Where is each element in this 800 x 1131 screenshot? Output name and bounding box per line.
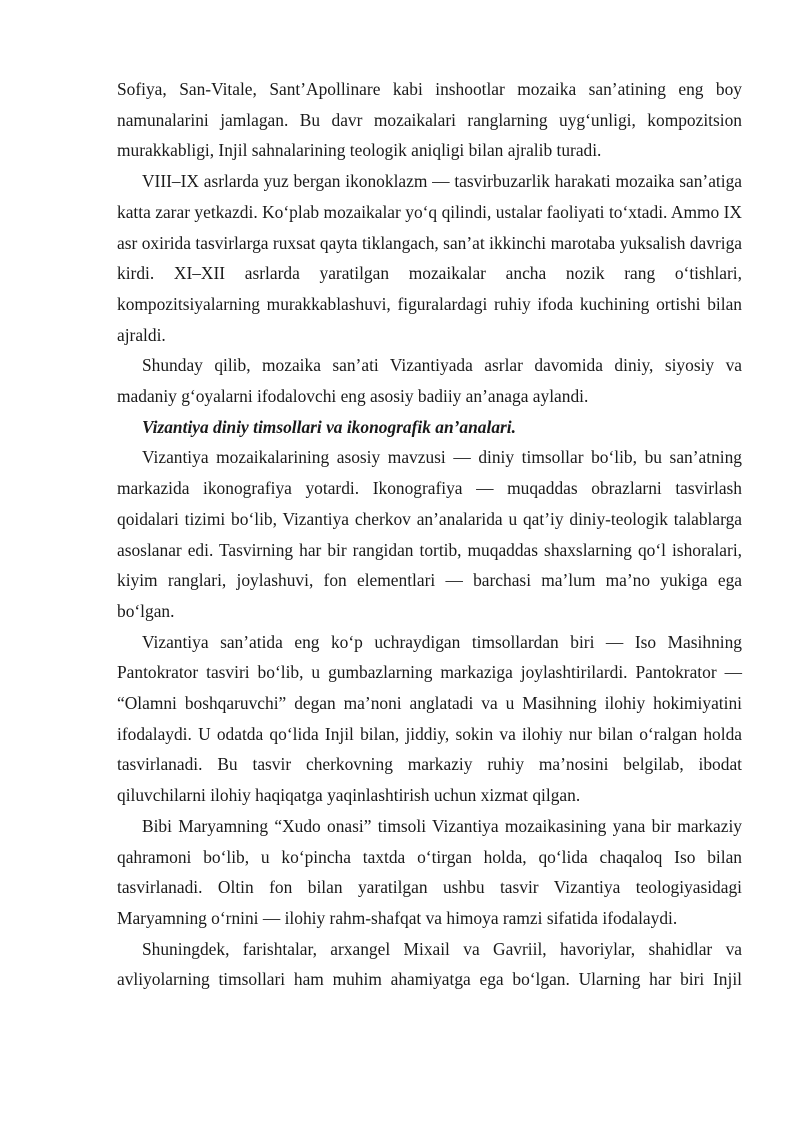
paragraph-angels: Shuningdek, farishtalar, arxangel Mixail va Gavriil, havoriylar, shahidlar va avliyolarning timsollari ham muhim ahamiyatga ega bo‘lgan. Ularning har biri Injil (117, 938, 742, 990)
paragraph-iconography: Vizantiya mozaikalarining asosiy mavzusi — diniy timsollar bo‘lib, bu san’atning markazida ikonografiya yotardi. Ikonografiya — muqaddas obrazlarni tasvirlash qoidalari tizimi bo‘lib, Vizantiya cherkov an’analarida u qat’iy diniy-teologik talablarga asoslanar edi. Tasvirning har bir rangidan tortib, muqaddas shaxslarning qo‘l ishoralari, kiyim ranglari, joylashuvi, fon elementlari — barchasi ma’lum ma’no yukiga ega bo‘lgan. (117, 447, 742, 621)
paragraph-continuation: Sofiya, San-Vitale, Sant’Apollinare kabi inshootlar mozaika san’atining eng boy namunalarini jamlagan. Bu davr mozaikalari ranglarning uyg‘unligi, kompozitsion murakkabligi, Injil sahnalarining teologik aniqligi bilan ajralib turadi. (117, 79, 742, 161)
document-page (117, 74, 742, 995)
paragraph-mary: Bibi Maryamning “Xudo onasi” timsoli Vizantiya mozaikasining yana bir markaziy qahramoni bo‘lib, u ko‘pincha taxtda o‘tirgan holda, qo‘lida chaqaloq Iso bilan tasvirlanadi. Oltin fon bilan yaratilgan ushbu tasvir Vizantiya teologiyasidagi Maryamning o‘rnini — ilohiy rahm-shafqat va himoya ramzi sifatida ifodalaydi. (117, 815, 742, 928)
paragraph-iconoclasm: VIII–IX asrlarda yuz bergan ikonoklazm — tasvirbuzarlik harakati mozaika san’atiga katta zarar yetkazdi. Ko‘plab mozaikalar yo‘q qilindi, ustalar faoliyati to‘xtadi. Ammo IX asr oxirida tasvirlarga ruxsat qayta tiklangach, san’at ikkinchi marotaba yuksalish davriga kirdi. XI–XII asrlarda yaratilgan mozaikalar ancha nozik rang o‘tishlari, kompozitsiyalarning murakkablashuvi, figuralardagi ruhiy ifoda kuchining ortishi bilan ajraldi. (117, 171, 742, 345)
section-heading: Vizantiya diniy timsollari va ikonografik an’analari. (142, 416, 516, 437)
paragraph-pantokrator: Vizantiya san’atida eng ko‘p uchraydigan timsollardan biri — Iso Masihning Pantokrator tasviri bo‘lib, u gumbazlarning markaziga joylashtirilardi. Pantokrator — “Olamni boshqaruvchi” degan ma’noni anglatadi va u Masihning ilohiy hokimiyatini ifodalaydi. U odatda qo‘lida Injil bilan, jiddiy, sokin va ilohiy nur bilan o‘ralgan holda tasvirlanadi. Bu tasvir cherkovning markaziy ruhiy ma’nosini belgilab, ibodat qiluvchilarni ilohiy haqiqatga yaqinlashtirish uchun xizmat qilgan. (117, 631, 742, 806)
paragraph-conclusion: Shunday qilib, mozaika san’ati Vizantiyada asrlar davomida diniy, siyosiy va madaniy g‘oyalarni ifodalovchi eng asosiy badiiy an’anaga aylandi. (117, 355, 742, 407)
